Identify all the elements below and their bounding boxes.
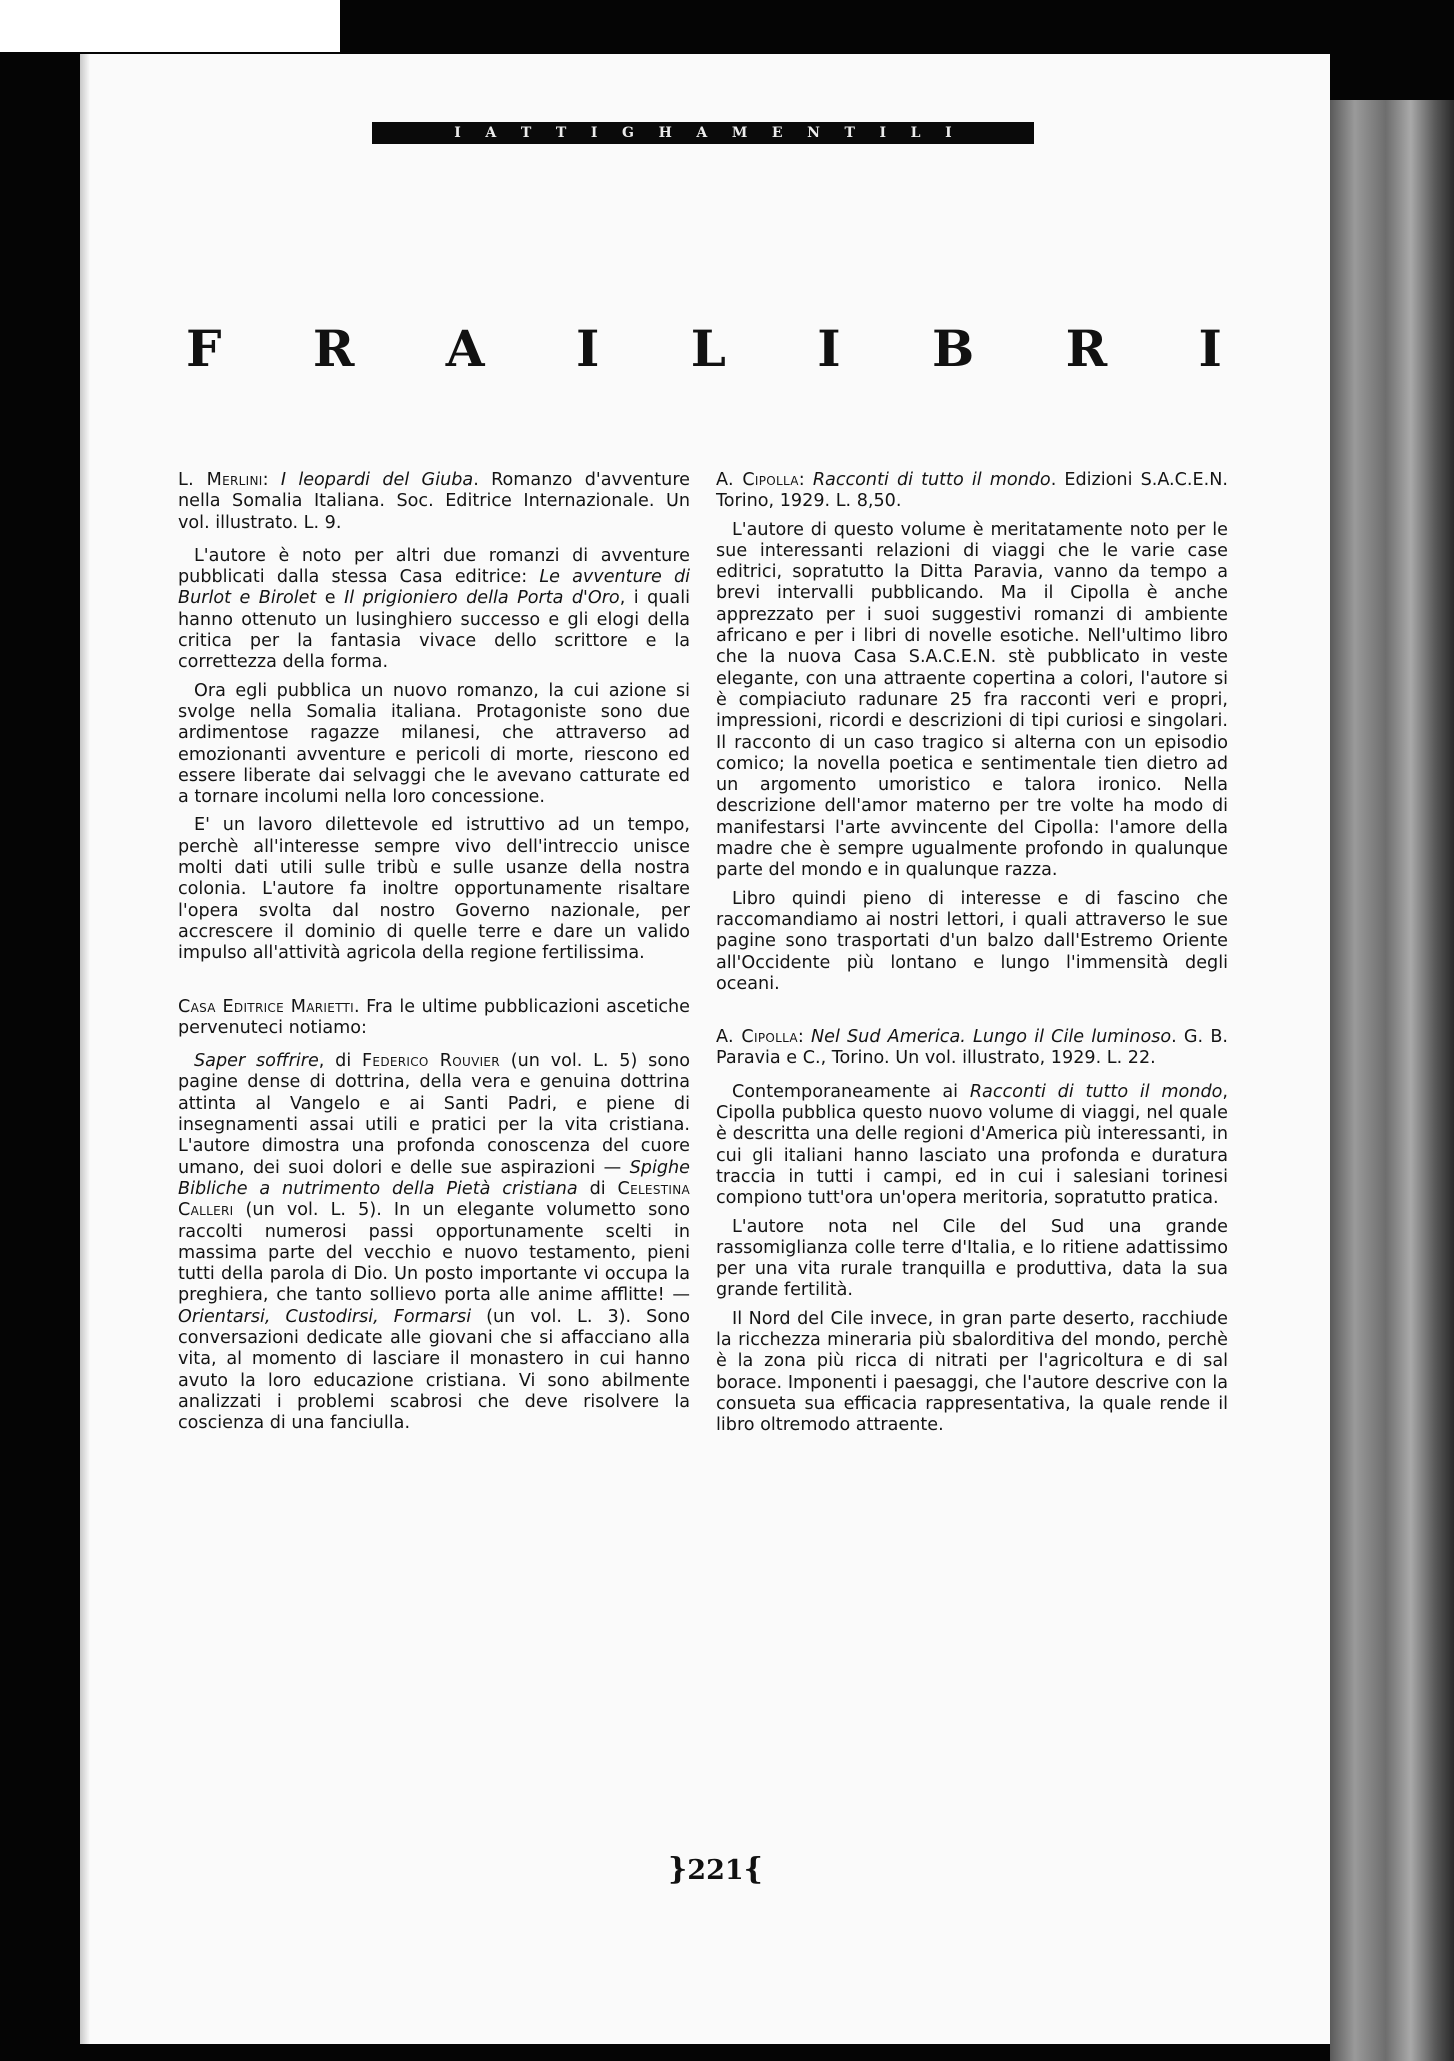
header-letter: E <box>771 125 783 141</box>
header-letter: A <box>696 125 708 141</box>
text: e <box>316 588 345 609</box>
header-letter: I <box>590 125 598 141</box>
title-letter: I <box>1198 318 1222 378</box>
review-heading-racconti <box>716 470 1228 513</box>
text: , di <box>318 1051 363 1072</box>
separator: : <box>797 1027 811 1048</box>
author-name: A. Cipolla <box>716 1027 798 1048</box>
review-heading-sud-america <box>716 1027 1228 1070</box>
review-heading-merlini <box>178 470 690 534</box>
paragraph <box>716 1082 1228 1210</box>
book-page-edges <box>1330 100 1454 2061</box>
book-details: . Romanzo d'avventure nella Somalia Italiana. Soc. Editrice Internazionale. Un vol. illustrato. L. 9. <box>178 470 690 533</box>
paragraph <box>178 546 690 674</box>
text: , i quali hanno ottenuto un lusinghiero successo e gli elogi della critica per la fantasia vivace dello scrittore e la correttezza della forma. <box>178 588 690 673</box>
title-letter: B <box>931 318 975 378</box>
paragraph: E' un lavoro dilettevole ed istruttivo ad un tempo, perchè all'interesse sempre vivo dell'intreccio unisce molti dati utili sulle tribù e sulle usanze della nostra colonia. L'autore fa inoltre opportunamente risaltare l'opera svolta dal nostro Governo nazionale, per accrescere il dominio di quelle terre e dare un valido impulso all'attività agricola della regione fertilissima. <box>178 815 690 964</box>
header-letter: A <box>485 125 497 141</box>
header-letter: I <box>879 125 887 141</box>
header-letter: N <box>807 125 820 141</box>
book-title: Le avventure di Burlot e Birolet <box>178 567 690 609</box>
text: di <box>577 1178 618 1199</box>
header-letter: I <box>945 125 952 141</box>
publisher-name: Casa Editrice Marietti <box>178 996 354 1017</box>
book-title: Saper soffrire <box>194 1051 319 1072</box>
book-details: . G. B. Paravia e C., Torino. Un vol. illustrato, 1929. L. 22. <box>716 1027 1228 1069</box>
header-letter: T <box>844 125 855 141</box>
author-name: A. Cipolla <box>716 470 799 490</box>
title-letter: R <box>1065 318 1108 378</box>
header-letter: T <box>520 125 532 141</box>
separator: : <box>262 470 281 490</box>
title-letter: I <box>575 318 600 378</box>
text: (un vol. L. 5). In un elegante volumetto sono raccolti numerosi passi opportunamente scelti in massima parte del vecchio e nuovo testamento, pieni tutti della parola di Dio. Un posto importante vi occupa la preghiera, che tanto sollievo porta alle anime afflitte! — <box>178 1200 690 1306</box>
paragraph: Ora egli pubblica un nuovo romanzo, la cui azione si svolge nella Somalia italiana. Protagoniste sono due ardimentose ragazze milanesi, che attraverso ad emozionanti avventure e pericoli di morte, riescono ed essere liberate dai selvaggi che le avevano catturate ed a tornare incolumi nella loro concessione. <box>178 680 690 808</box>
text: L'autore è noto per altri due romanzi di avventure pubblicati dalla stessa Casa editrice: <box>178 545 690 588</box>
right-column <box>716 470 1228 1443</box>
book-title: Nel Sud America. Lungo il Cile luminoso <box>810 1027 1172 1048</box>
book-details: . Edizioni S.A.C.E.N. Torino, 1929. L. 8,50. <box>716 470 1228 512</box>
title-letter: F <box>186 318 222 378</box>
header-letter: H <box>658 125 672 141</box>
header-letter: G <box>622 125 634 141</box>
ornament-right-icon: { <box>743 1852 763 1887</box>
book-title: Orientarsi, Custodirsi, Formarsi <box>178 1306 472 1327</box>
header-letter: I <box>454 125 461 141</box>
header-letter: T <box>555 125 567 141</box>
separator: : <box>798 470 813 490</box>
title-letter: L <box>690 318 726 378</box>
book-title: Spighe Bibliche a nutrimento della Pietà cristiana <box>178 1157 690 1199</box>
paragraph: L'autore nota nel Cile del Sud una grande rassomiglianza colle terre d'Italia, e lo ritiene adattissimo per una vita rurale tranquilla e produttiva, data la sua grande fertilità. <box>716 1216 1228 1301</box>
book-title: Racconti di tutto il mondo <box>969 1081 1223 1102</box>
text: , Cipolla pubblica questo nuovo volume di viaggi, nel quale è descritta una delle regioni d'America più interessanti, in cui gli italiani hanno lasciato una profonda e duratura traccia in tutti i campi, ed in cui i salesiani torinesi compiono tutt'ora un'opera meritoria, sopratutto pratica. <box>716 1081 1228 1209</box>
text: . Fra le ultime pubblicazioni ascetiche pervenuteci notiamo: <box>178 996 690 1038</box>
page-number-value: 221 <box>687 1855 744 1886</box>
title-letter: I <box>817 318 841 378</box>
header-letter: L <box>910 125 921 141</box>
ornament-left-icon: } <box>668 1852 688 1887</box>
paragraph <box>178 1051 690 1434</box>
scan-border-top <box>0 0 340 52</box>
publisher-heading <box>178 997 690 1040</box>
text: Contemporaneamente ai <box>732 1081 970 1102</box>
page-number <box>668 1852 763 1887</box>
book-title: Il prigioniero della Porta d'Oro <box>344 588 620 609</box>
book-title: Racconti di tutto il mondo <box>812 470 1051 490</box>
page-title <box>186 318 1222 378</box>
text: (un vol. L. 3). Sono conversazioni dedicate alle giovani che si affacciano alla vita, al momento di lasciare il monastero in cui hanno avuto la loro educazione cristiana. Vi sono abilmente analizzati i problemi scabrosi che deve risolvere la coscienza di una fanciulla. <box>178 1306 690 1434</box>
header-letter: M <box>731 125 748 141</box>
paragraph: Il Nord del Cile invece, in gran parte deserto, racchiude la ricchezza mineraria più sbalorditiva del mondo, perchè è la zona più ricca di nitrati per l'agricoltura e di sal borace. Imponenti i paesaggi, che l'autore descrive con la consueta sua efficacia rappresentativa, la quale rende il libro oltremodo attraente. <box>716 1308 1228 1436</box>
paragraph: L'autore di questo volume è meritatamente noto per le sue interessanti relazioni di viaggi che le varie case editrici, sopratutto la Ditta Paravia, vanno da tempo a brevi intervalli pubblicando. Ma il Cipolla è anche apprezzato per i suoi suggestivi romanzi di ambiente africano e per i libri di novelle esotiche. Nell'ultimo libro che la nuova Casa S.A.C.E.N. stè pubblicato in veste elegante, con una attraente copertina a colori, l'autore si è compiaciuto radunare 25 fra racconti veri e propri, impressioni, ricordi e descrizioni di tipi curiosi e singolari. Il racconto di un caso tragico si alterna con un episodio comico; la novella poetica e sentimentale tien dietro ad un argomento umoristico e talora ironico. Nella descrizione dell'amor materno per tre volte ha modo di manifestarsi l'arte avvincente del Cipolla: l'amore della madre che è sempre ugualmente profondo in qualunque parte del mondo e in qualunque razza. <box>716 519 1228 881</box>
author-name: Celestina Calleri <box>178 1178 690 1221</box>
author-name: L. Merlini <box>178 470 263 490</box>
section-header-bar <box>372 122 1034 144</box>
text: (un vol. L. 5) sono pagine dense di dottrina, della vera e genuina dottrina attinta al Vangelo e ai Santi Padri, e piene di insegnamenti assai utili e pratici per la vita cristiana. L'autore dimostra una profonda conoscenza del cuore umano, dei suoi dolori e delle sue aspirazioni — <box>178 1051 690 1178</box>
book-title: I leopardi del Giuba <box>280 470 474 490</box>
paragraph: Libro quindi pieno di interesse e di fascino che raccomandiamo ai nostri lettori, i quali attraverso le sue pagine sono trasportati d'un balzo dall'Estremo Oriente all'Occidente più lontano e lungo l'immensità degli oceani. <box>716 888 1228 994</box>
author-name: Federico Rouvier <box>362 1051 500 1072</box>
title-letter: A <box>445 318 485 378</box>
left-column <box>178 470 690 1441</box>
title-letter: R <box>312 318 355 378</box>
